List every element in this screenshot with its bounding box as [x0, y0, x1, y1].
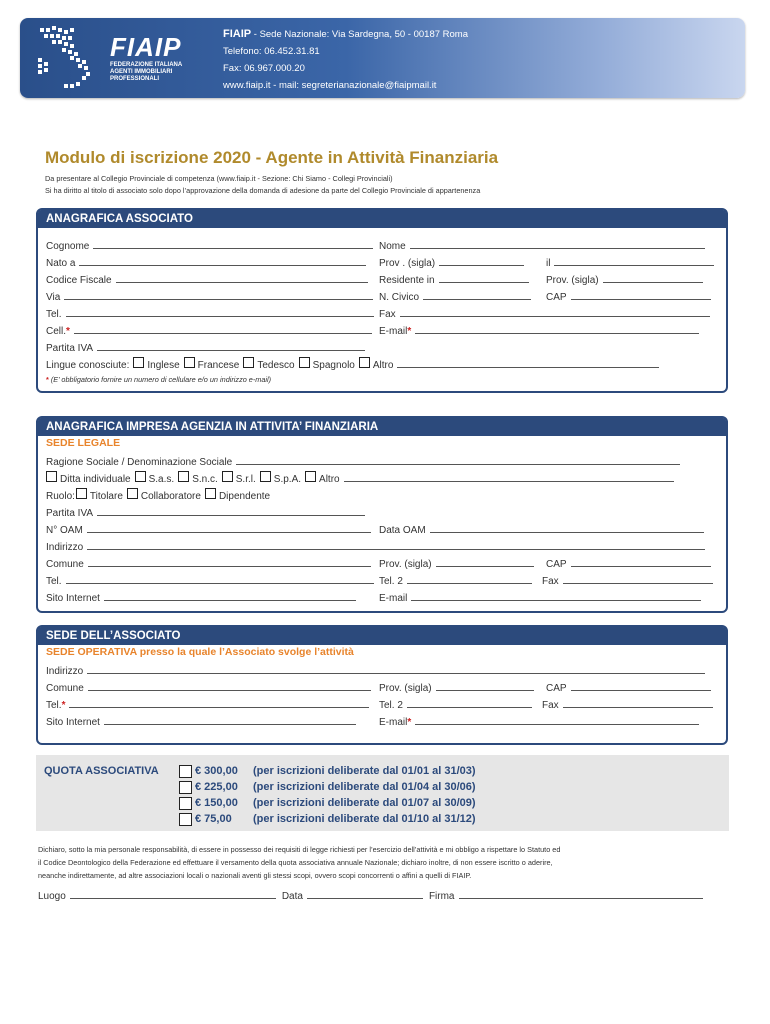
form-row: [38, 522, 726, 539]
comune-field[interactable]: [88, 680, 371, 691]
cap-field[interactable]: [571, 289, 711, 300]
quota-section: [36, 755, 729, 831]
tel2-field[interactable]: [407, 573, 532, 584]
civico-field[interactable]: [423, 289, 531, 300]
checkbox-spagnolo[interactable]: [299, 357, 310, 368]
page-title: Modulo di iscrizione 2020 - Agente in Attività Finanziaria: [45, 148, 499, 167]
form-row: [38, 471, 726, 488]
checkbox-francese[interactable]: [184, 357, 195, 368]
checkbox-titolare[interactable]: [76, 488, 87, 499]
piva-field[interactable]: [97, 505, 365, 516]
form-row: [38, 573, 726, 590]
data-oam-field[interactable]: [430, 522, 704, 533]
checkbox-tedesco[interactable]: [243, 357, 254, 368]
nato-label: Nato a: [46, 258, 76, 269]
data-oam-label: Data OAM: [379, 525, 426, 536]
form-row: [38, 340, 726, 357]
form-row: [38, 556, 726, 573]
header-brand: FIAIP: [223, 28, 252, 40]
cognome-field[interactable]: [93, 238, 373, 249]
declaration-text: Dichiaro, sotto la mia personale responsabilità, di essere in possesso dei requisiti di legge richiesti per l’esercizio dell’attività e mi obbligo a rispettare lo Statuto ed il Codice Deontologico della Federazione ed effettuare il versamento della quota associativa annuale Nazionale; dichiaro inoltre, di non essere iscritto o aderire, neanche indirettamente, ad altre associazioni locali o nazionali aventi gli stessi scopi, ovvero scopi concorrenti o affini a quelli di FIAIP.: [38, 845, 561, 880]
ruolo-option-label: Dipendente: [218, 491, 271, 502]
forma-label: S.p.A.: [273, 474, 302, 485]
prov-field[interactable]: [436, 680, 534, 691]
quota-desc: (per iscrizioni deliberate dal 01/10 al 31/12): [253, 813, 476, 825]
checkbox-collaboratore[interactable]: [127, 488, 138, 499]
residente-label: Residente in: [379, 275, 435, 286]
lang-label: Francese: [197, 360, 240, 371]
sito-field[interactable]: [104, 714, 356, 725]
nome-field[interactable]: [410, 238, 705, 249]
form-row: [38, 488, 726, 505]
quota-desc: (per iscrizioni deliberate dal 01/07 al 30/09): [253, 797, 476, 809]
form-row: [38, 663, 726, 680]
checkbox-srl[interactable]: [222, 471, 233, 482]
form-row: [38, 714, 726, 731]
italy-map-icon: [32, 22, 104, 94]
piva-label: Partita IVA: [46, 508, 94, 519]
quota-label: QUOTA ASSOCIATIVA: [44, 765, 159, 777]
oam-label: N° OAM: [46, 525, 83, 536]
comune-label: Comune: [46, 683, 84, 694]
quota-desc: (per iscrizioni deliberate dal 01/04 al 30/06): [253, 781, 476, 793]
prov-label: Prov . (sigla): [379, 258, 436, 269]
section-sede-associato: [36, 625, 728, 745]
form-row: [38, 697, 726, 714]
form-row: [38, 454, 726, 471]
required-asterisk: *: [66, 326, 70, 337]
required-note: * (E’ obbligatorio fornire un numero di cellulare e/o un indirizzo e-mail): [46, 375, 272, 384]
checkbox-quota-75[interactable]: [179, 813, 192, 826]
via-field[interactable]: [64, 289, 373, 300]
logo-subtitle: FEDERAZIONE ITALIANA AGENTI IMMOBILIARI PROFESSIONALI: [110, 62, 183, 82]
prov-label: Prov. (sigla): [379, 683, 432, 694]
fax-field[interactable]: [400, 306, 710, 317]
fax-field[interactable]: [563, 697, 713, 708]
intro-text: Da presentare al Collegio Provinciale di competenza (www.fiaip.it - Sezione: Chi Siamo - Collegi Provinciali) Si ha diritto al titolo di associato solo dopo l’approvazione della domanda di adesione da parte del Collegio Provinciale di appartenenza: [45, 174, 481, 195]
form-row: [38, 680, 726, 697]
header-banner: [20, 18, 745, 98]
section-subheading: SEDE OPERATIVA presso la quale l’Associato svolge l’attività: [46, 646, 354, 658]
forma-label: Altro: [319, 474, 340, 485]
checkbox-altro-forma[interactable]: [305, 471, 316, 482]
cap-label: CAP: [546, 292, 567, 303]
section-subheading: SEDE LEGALE: [46, 437, 121, 449]
ragione-field[interactable]: [236, 454, 680, 465]
residente-field[interactable]: [439, 272, 529, 283]
header-fax: Fax: 06.967.000.20: [223, 63, 305, 74]
indirizzo-label: Indirizzo: [46, 666, 84, 677]
form-row: [38, 590, 726, 607]
indirizzo-field[interactable]: [87, 663, 705, 674]
checkbox-sas[interactable]: [135, 471, 146, 482]
quota-amount: € 300,00: [195, 765, 238, 777]
cap-label: CAP: [546, 559, 567, 570]
oam-field[interactable]: [87, 522, 371, 533]
tel-field[interactable]: [69, 697, 369, 708]
forma-label: S.n.c.: [192, 474, 218, 485]
il-label: il: [546, 258, 551, 269]
checkbox-ditta[interactable]: [46, 471, 57, 482]
checkbox-quota-225[interactable]: [179, 781, 192, 794]
form-row: [38, 539, 726, 556]
checkbox-inglese[interactable]: [133, 357, 144, 368]
checkbox-altro[interactable]: [359, 357, 370, 368]
tel2-label: Tel. 2: [379, 576, 403, 587]
indirizzo-label: Indirizzo: [46, 542, 84, 553]
cap-label: CAP: [546, 683, 567, 694]
email-label: E-mail: [379, 717, 408, 728]
comune-label: Comune: [46, 559, 84, 570]
logo-wordmark: FIAIP: [110, 32, 182, 62]
checkbox-snc[interactable]: [178, 471, 189, 482]
form-row: [38, 238, 726, 255]
lang-label: Spagnolo: [312, 360, 355, 371]
sito-field[interactable]: [104, 590, 356, 601]
email-label: E-mail: [379, 593, 408, 604]
comune-field[interactable]: [88, 556, 371, 567]
quota-option: [179, 779, 476, 795]
indirizzo-field[interactable]: [87, 539, 705, 550]
tel-label: Tel.: [46, 700, 62, 711]
form-row: [38, 289, 726, 306]
prov2-field[interactable]: [603, 272, 703, 283]
checkbox-spa[interactable]: [260, 471, 271, 482]
luogo-label: Luogo: [38, 891, 66, 902]
cognome-label: Cognome: [46, 241, 90, 252]
section-anagrafica-impresa: [36, 416, 728, 613]
tel2-label: Tel. 2: [379, 700, 403, 711]
sito-label: Sito Internet: [46, 593, 100, 604]
sito-label: Sito Internet: [46, 717, 100, 728]
piva-field[interactable]: [97, 340, 365, 351]
tel-field[interactable]: [66, 306, 374, 317]
form-row: [38, 306, 726, 323]
fax-label: Fax: [542, 576, 559, 587]
header-web[interactable]: www.fiaip.it - mail: segreterianazionale@fiaipmail.it: [223, 80, 437, 91]
tel-field[interactable]: [66, 573, 374, 584]
quota-option: [179, 811, 476, 827]
tel-label: Tel.: [46, 576, 62, 587]
required-asterisk: *: [61, 700, 66, 711]
ruolo-option-label: Titolare: [89, 491, 123, 502]
section-heading: ANAGRAFICA IMPRESA AGENZIA IN ATTIVITA’ FINANZIARIA: [38, 418, 726, 436]
lang-label: Inglese: [147, 360, 180, 371]
ruolo-label: Ruolo:: [46, 491, 75, 502]
tel2-field[interactable]: [407, 697, 532, 708]
fax-label: Fax: [379, 309, 396, 320]
cf-label: Codice Fiscale: [46, 275, 112, 286]
section-heading: SEDE DELL’ASSOCIATO: [38, 627, 726, 645]
form-row: [38, 272, 726, 289]
checkbox-quota-300[interactable]: [179, 765, 192, 778]
cap-field[interactable]: [571, 680, 711, 691]
quota-amount: € 225,00: [195, 781, 238, 793]
il-field[interactable]: [554, 255, 714, 266]
cap-field[interactable]: [571, 556, 711, 567]
quota-amount: € 150,00: [195, 797, 238, 809]
quota-amount: € 75,00: [195, 813, 232, 825]
via-label: Via: [46, 292, 61, 303]
form-row: [38, 255, 726, 272]
nome-label: Nome: [379, 241, 406, 252]
quota-desc: (per iscrizioni deliberate dal 01/01 al 31/03): [253, 765, 476, 777]
prov2-label: Prov. (sigla): [546, 275, 599, 286]
signature-row: [38, 888, 703, 902]
quota-option: [179, 763, 476, 779]
altro-forma-field[interactable]: [344, 471, 674, 482]
tel-label: Tel.: [46, 309, 62, 320]
lang-label: Altro: [372, 360, 394, 371]
required-asterisk: *: [407, 717, 412, 728]
email-field[interactable]: [411, 590, 701, 601]
nato-field[interactable]: [79, 255, 366, 266]
section-heading: ANAGRAFICA ASSOCIATO: [38, 210, 726, 228]
forma-label: Ditta individuale: [60, 474, 131, 485]
firma-label: Firma: [428, 891, 455, 902]
lingue-label: Lingue conosciute:: [46, 360, 130, 371]
cf-field[interactable]: [116, 272, 368, 283]
cell-field[interactable]: [74, 323, 372, 334]
form-row: [38, 505, 726, 522]
header-address: - Sede Nazionale: Via Sardegna, 50 - 00187 Roma: [251, 29, 469, 40]
form-row: [38, 323, 726, 340]
quota-option: [179, 795, 476, 811]
data-field[interactable]: [307, 888, 423, 899]
civico-label: N. Civico: [379, 292, 420, 303]
email-label: E-mail: [379, 326, 408, 337]
header-contacts: [223, 26, 468, 94]
prov-field[interactable]: [439, 255, 524, 266]
checkbox-dipendente[interactable]: [205, 488, 216, 499]
data-label: Data: [281, 891, 303, 902]
prov-field[interactable]: [436, 556, 534, 567]
form-row: [38, 357, 726, 374]
fax-field[interactable]: [563, 573, 713, 584]
forma-label: S.r.l.: [235, 474, 256, 485]
firma-field[interactable]: [459, 888, 703, 899]
section-anagrafica-associato: [36, 208, 728, 393]
ragione-label: Ragione Sociale / Denominazione Sociale: [46, 457, 233, 468]
email-field[interactable]: [415, 714, 699, 725]
required-asterisk: *: [407, 326, 412, 337]
luogo-field[interactable]: [70, 888, 276, 899]
fax-label: Fax: [542, 700, 559, 711]
cell-label: Cell.: [46, 326, 67, 337]
email-field[interactable]: [415, 323, 699, 334]
forma-label: S.a.s.: [148, 474, 175, 485]
prov-label: Prov. (sigla): [379, 559, 432, 570]
checkbox-quota-150[interactable]: [179, 797, 192, 810]
ruolo-option-label: Collaboratore: [140, 491, 201, 502]
lang-label: Tedesco: [257, 360, 295, 371]
header-phone: Telefono: 06.452.31.81: [223, 46, 320, 57]
altro-lingua-field[interactable]: [397, 357, 659, 368]
piva-label: Partita IVA: [46, 343, 94, 354]
